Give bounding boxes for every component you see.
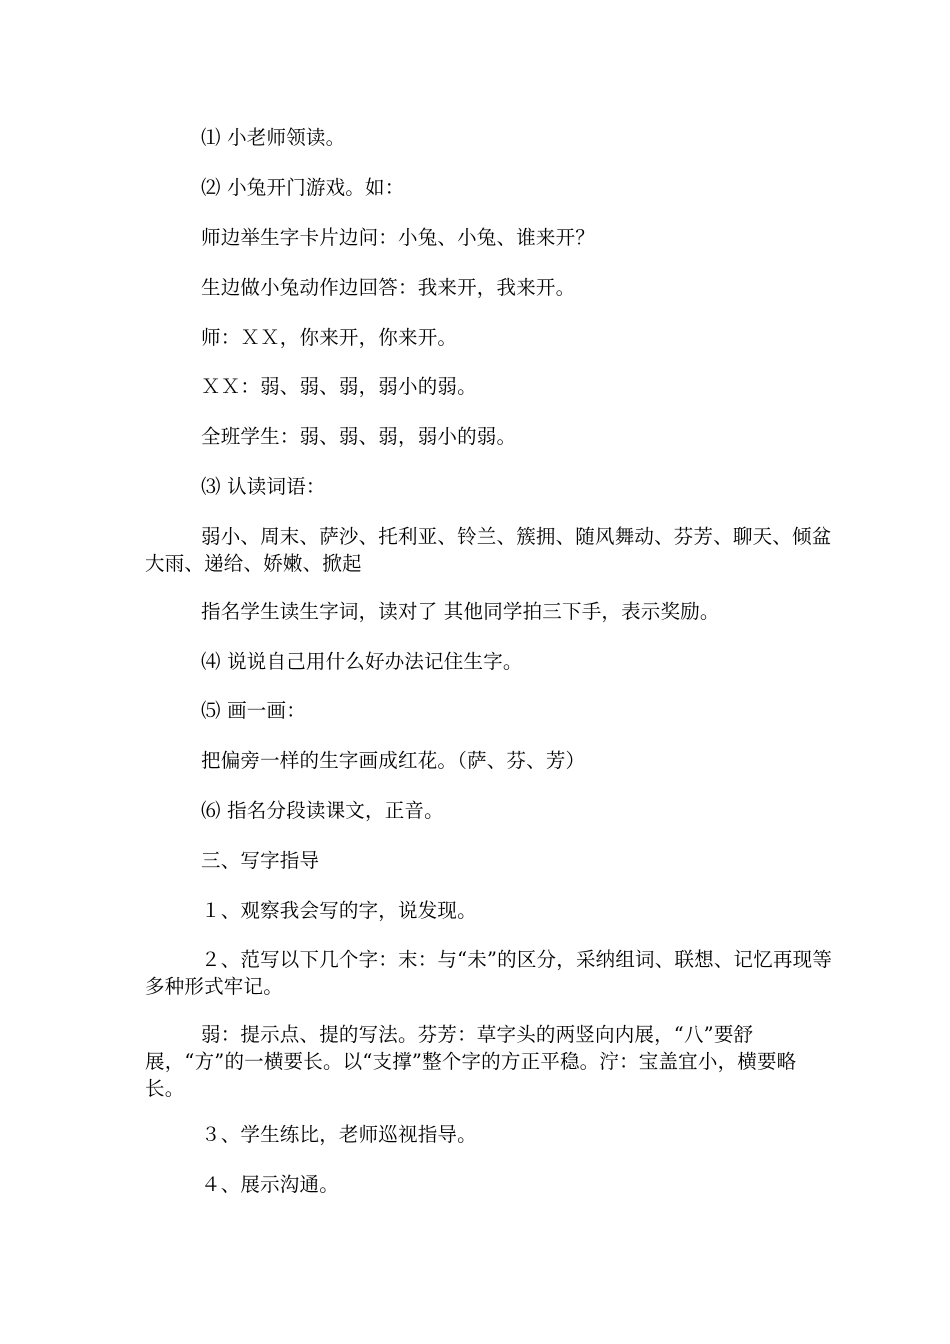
paragraph: 全班学生：弱、弱、弱，弱小的弱。 xyxy=(201,425,517,448)
paragraph: 师：ＸＸ，你来开，你来开。 xyxy=(201,326,458,349)
paragraph: ⑵ 小兔开门游戏。如： xyxy=(201,176,405,199)
paragraph: 指名学生读生字词，读对了 其他同学拍三下手，表示奖励。 xyxy=(201,600,720,623)
paragraph: 师边举生字卡片边问：小兔、小兔、谁来开？ xyxy=(201,226,596,249)
paragraph: 弱：提示点、提的写法。芬芳：草字头的两竖向内展，“八”要舒展，“方”的一横要长。以“支撑”整个字的方正平稳。泞：宝盖宜小，横要略长。 xyxy=(145,1023,797,1100)
paragraph: ⑹ 指名分段读课文，正音。 xyxy=(201,799,444,822)
paragraph: 弱小、周末、萨沙、托利亚、铃兰、簇拥、随风舞动、芬芳、聊天、倾盆大雨、递给、娇嫩、掀起 xyxy=(145,525,832,575)
paragraph: ⑷ 说说自己用什么好办法记住生字。 xyxy=(201,650,523,673)
paragraph: 生边做小兔动作边回答：我来开，我来开。 xyxy=(201,276,576,299)
section-heading: 三、写字指导 xyxy=(201,849,320,872)
paragraph: ２、范写以下几个字：末：与“未”的区分，采纳组词、联想、记忆再现等多种形式牢记。 xyxy=(145,948,833,998)
paragraph: ＸＸ：弱、弱、弱，弱小的弱。 xyxy=(201,375,477,398)
paragraph: 把偏旁一样的生字画成红花。（萨、芬、芳） xyxy=(201,749,586,772)
paragraph: １、观察我会写的字，说发现。 xyxy=(201,899,477,922)
paragraph: ３、学生练比，老师巡视指导。 xyxy=(201,1123,477,1146)
paragraph: ⑴ 小老师领读。 xyxy=(201,126,346,149)
paragraph: ⑶ 认读词语： xyxy=(201,475,326,498)
paragraph: ⑸ 画一画： xyxy=(201,699,306,722)
paragraph: ４、展示沟通。 xyxy=(201,1173,339,1196)
